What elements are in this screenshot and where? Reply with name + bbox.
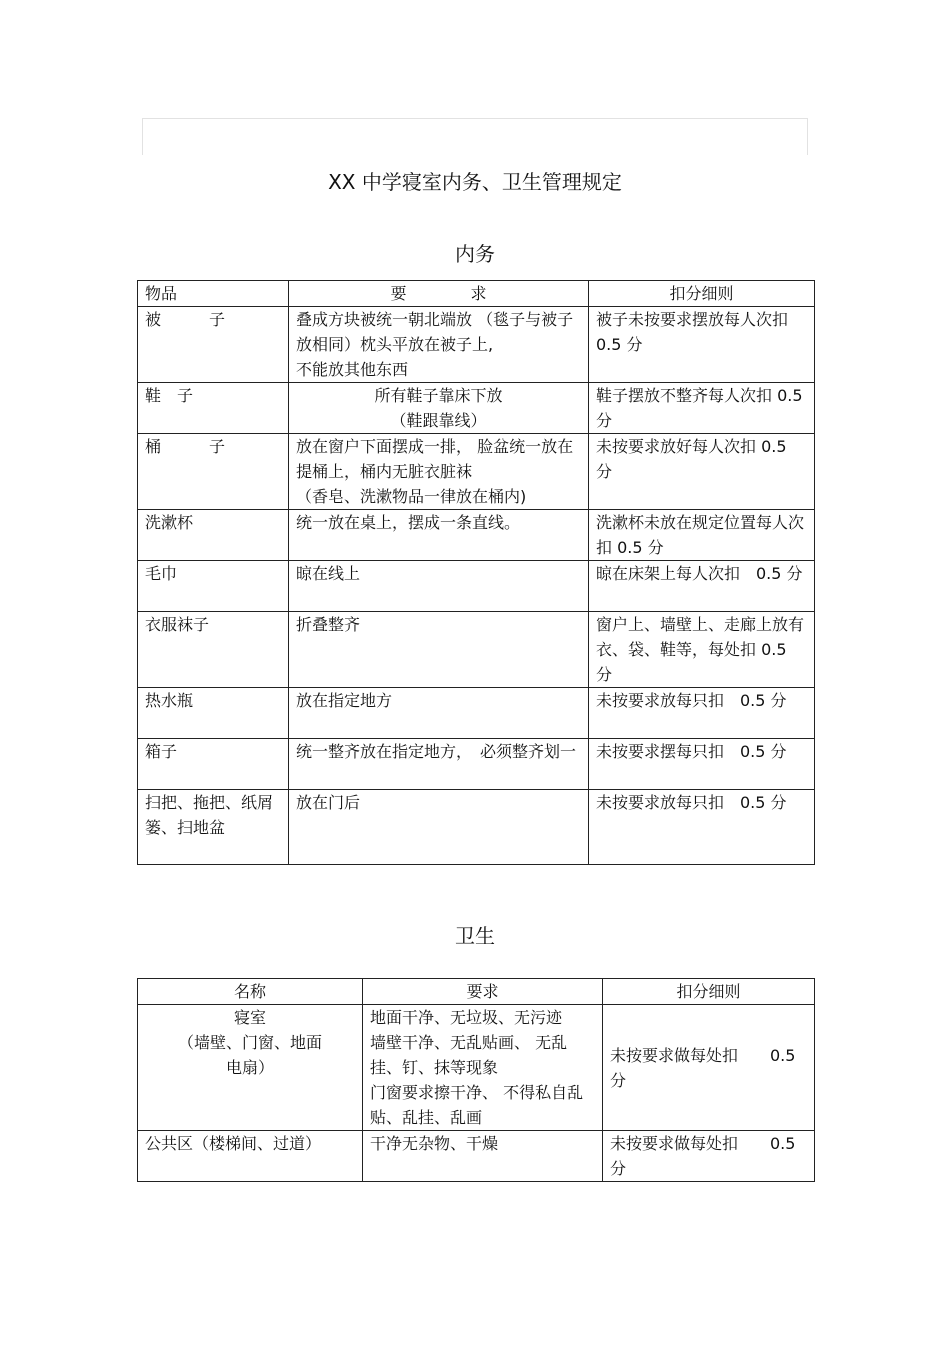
- penalty-cell: 鞋子摆放不整齐每人次扣 0.5 分: [589, 383, 815, 434]
- penalty-cell: 未按要求做每处扣 0.5 分: [603, 1005, 815, 1131]
- table-row: [138, 790, 815, 865]
- requirement-cell: 放在门后: [289, 790, 589, 865]
- table-row: [138, 739, 815, 790]
- requirement-cell: 所有鞋子靠床下放 （鞋跟靠线）: [289, 383, 589, 434]
- table-row: [138, 510, 815, 561]
- penalty-cell: 未按要求摆每只扣 0.5 分: [589, 739, 815, 790]
- penalty-cell: 洗漱杯未放在规定位置每人次扣 0.5 分: [589, 510, 815, 561]
- penalty-cell: 未按要求放每只扣 0.5 分: [589, 790, 815, 865]
- penalty-cell: 被子未按要求摆放每人次扣 0.5 分: [589, 307, 815, 383]
- header-name: 名称: [138, 979, 363, 1005]
- item-cell: 洗漱杯: [138, 510, 289, 561]
- table-header-row: [138, 281, 815, 307]
- table-row: [138, 307, 815, 383]
- table-row: [138, 561, 815, 612]
- penalty-cell: 窗户上、墙壁上、走廊上放有衣、袋、鞋等，每处扣 0.5 分: [589, 612, 815, 688]
- requirement-cell: 地面干净、无垃圾、无污迹 墙壁干净、无乱贴画、 无乱挂、钉、抹等现象 门窗要求擦干净、 不得私自乱贴、乱挂、乱画: [363, 1005, 603, 1131]
- table-row: [138, 1005, 815, 1131]
- page-header-frame: [142, 118, 808, 155]
- requirement-cell: 折叠整齐: [289, 612, 589, 688]
- header-requirement: 要 求: [289, 281, 589, 307]
- penalty-cell: 晾在床架上每人次扣 0.5 分: [589, 561, 815, 612]
- neiwu-table: [137, 280, 815, 865]
- table-row: [138, 688, 815, 739]
- name-cell: 公共区（楼梯间、过道）: [138, 1131, 363, 1182]
- requirement-cell: 叠成方块被统一朝北端放 （毯子与被子放相同）枕头平放在被子上, 不能放其他东西: [289, 307, 589, 383]
- item-cell: 鞋 子: [138, 383, 289, 434]
- table-header-row: [138, 979, 815, 1005]
- item-cell: 衣服袜子: [138, 612, 289, 688]
- item-cell: 被 子: [138, 307, 289, 383]
- item-cell: 扫把、拖把、纸屑篓、扫地盆: [138, 790, 289, 865]
- header-item: 物品: [138, 281, 289, 307]
- header-penalty: 扣分细则: [603, 979, 815, 1005]
- requirement-cell: 放在窗户下面摆成一排， 脸盆统一放在提桶上，桶内无脏衣脏袜 （香皂、洗漱物品一律放在桶内): [289, 434, 589, 510]
- table-row: [138, 1131, 815, 1182]
- table-row: [138, 612, 815, 688]
- weisheng-table: [137, 978, 815, 1182]
- section-heading-neiwu: 内务: [455, 242, 495, 266]
- requirement-cell: 晾在线上: [289, 561, 589, 612]
- item-cell: 桶 子: [138, 434, 289, 510]
- requirement-cell: 放在指定地方: [289, 688, 589, 739]
- table-row: [138, 434, 815, 510]
- document-title: XX 中学寝室内务、卫生管理规定: [328, 170, 622, 194]
- requirement-cell: 统一放在桌上，摆成一条直线。: [289, 510, 589, 561]
- requirement-cell: 干净无杂物、干燥: [363, 1131, 603, 1182]
- penalty-cell: 未按要求做每处扣 0.5 分: [603, 1131, 815, 1182]
- name-cell: 寝室 （墙壁、门窗、地面 电扇）: [138, 1005, 363, 1131]
- table-row: [138, 383, 815, 434]
- requirement-cell: 统一整齐放在指定地方， 必须整齐划一: [289, 739, 589, 790]
- item-cell: 箱子: [138, 739, 289, 790]
- penalty-cell: 未按要求放好每人次扣 0.5 分: [589, 434, 815, 510]
- item-cell: 毛巾: [138, 561, 289, 612]
- penalty-cell: 未按要求放每只扣 0.5 分: [589, 688, 815, 739]
- header-penalty: 扣分细则: [589, 281, 815, 307]
- item-cell: 热水瓶: [138, 688, 289, 739]
- header-requirement: 要求: [363, 979, 603, 1005]
- section-heading-weisheng: 卫生: [455, 924, 495, 948]
